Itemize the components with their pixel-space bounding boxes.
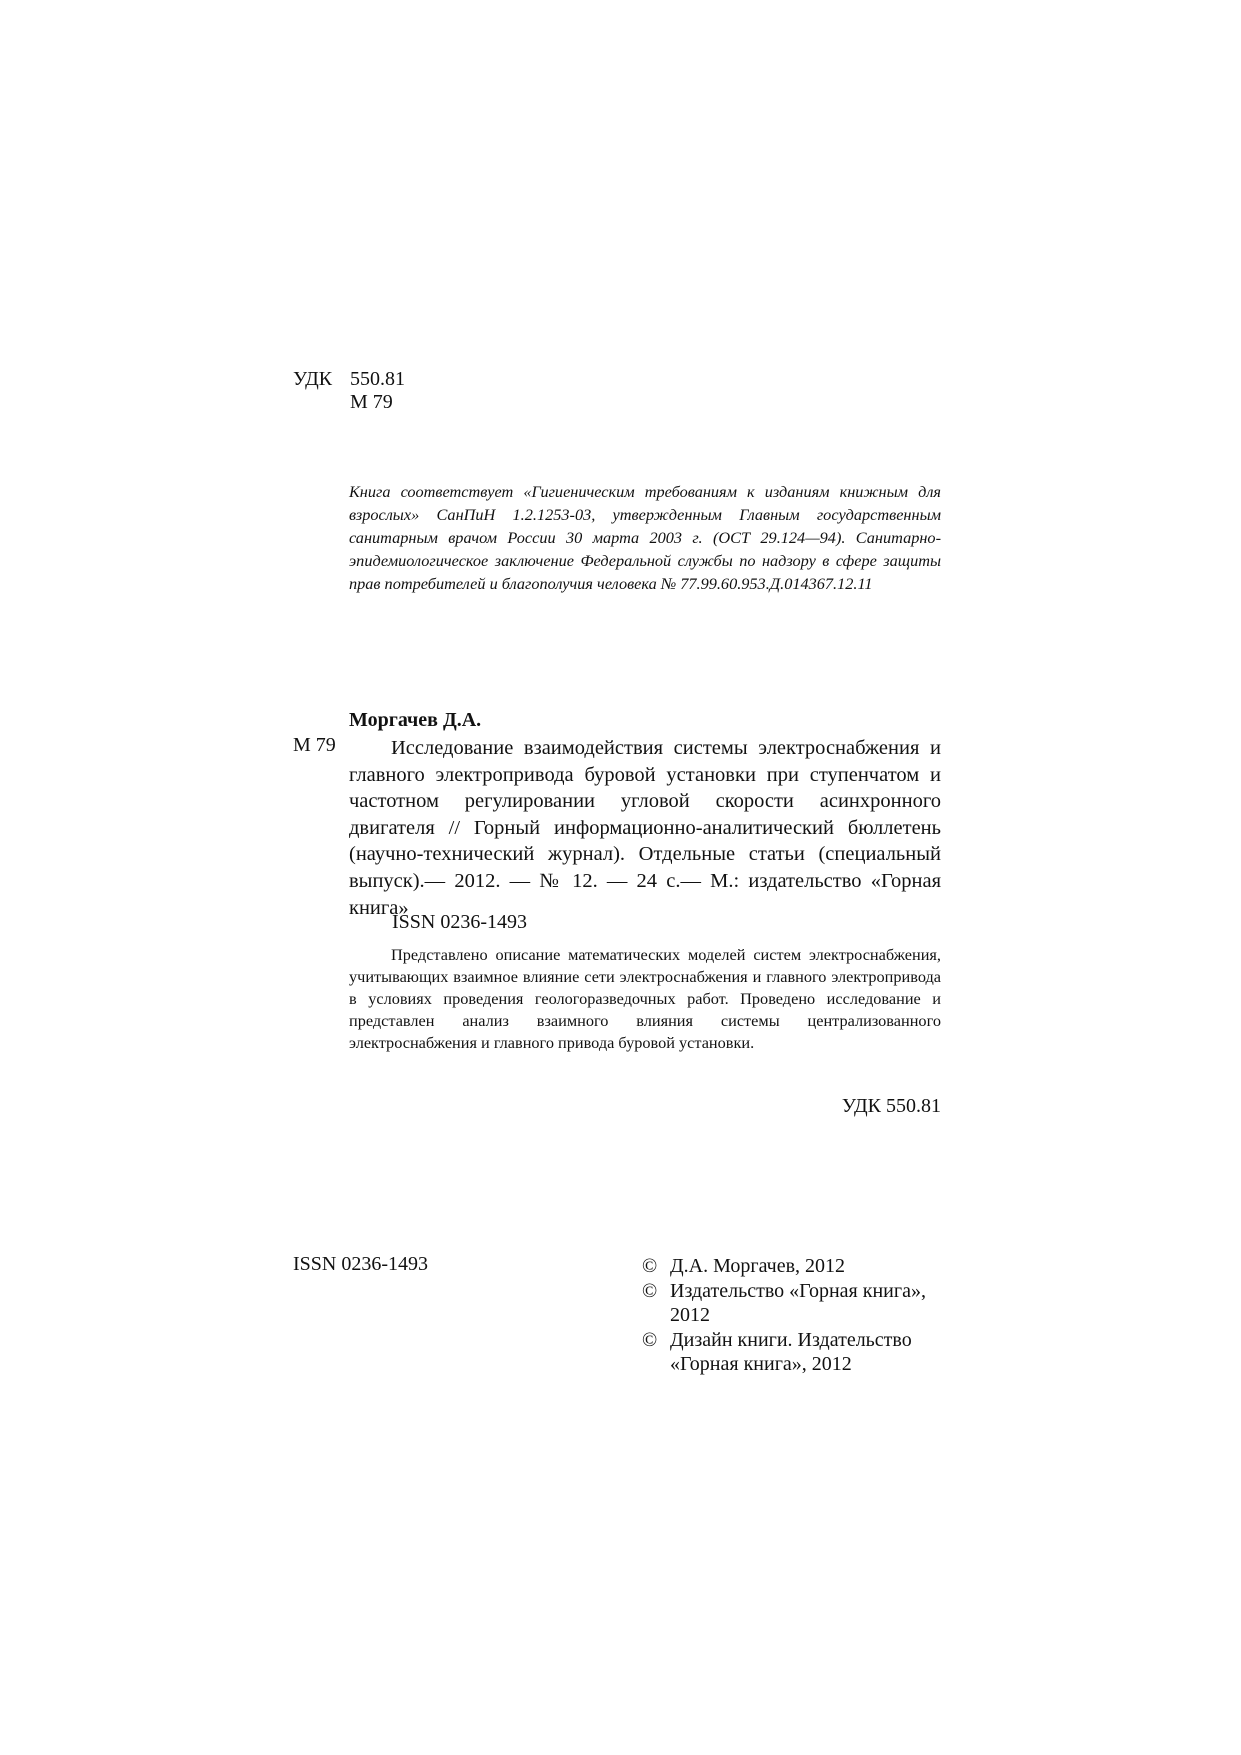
issn-entry: ISSN 0236-1493	[392, 911, 528, 933]
bibliographic-description: Исследование взаимодействия системы электроснабжения и главного электропривода буровой установки при ступенчатом и частотном регулировании угловой скорости асинхронного двигателя // Горный информационно-аналитический бюллетень (научно-технический журнал). Отдельные статьи (специальный выпуск).— 2012. — № 12. — 24 с.— М.: издательство «Горная книга»	[349, 737, 941, 919]
copyright-item	[642, 1254, 942, 1279]
author-mark-row	[293, 391, 405, 414]
copyright-symbol: ©	[642, 1279, 658, 1302]
copyright-block	[642, 1254, 942, 1377]
udk-value: 550.81	[350, 368, 405, 390]
author-mark: М 79	[350, 391, 393, 413]
hygiene-notice: Книга соответствует «Гигиеническим требованиям к изданиям книжным для взрослых» СанПиН 1.2.1253-03, утвержденным Главным государственным санитарным врачом России 30 марта 2003 г. (ОСТ 29.124—94). Санитарно-эпидемиологическое заключение Федеральной службы по надзору в сфере защиты прав потребителей и благополучия человека № 77.99.60.953.Д.014367.12.11	[349, 482, 941, 593]
copyright-text: Д.А. Моргачев, 2012	[670, 1255, 846, 1277]
issn-bottom: ISSN 0236-1493	[293, 1253, 429, 1275]
copyright-text: Издательство «Горная книга», 2012	[670, 1279, 926, 1326]
copyright-symbol: ©	[642, 1255, 658, 1277]
copyright-text: Дизайн книги. Издательство «Горная книга», 2012	[670, 1328, 912, 1375]
udk-block	[293, 368, 405, 414]
author-name: Моргачев Д.А.	[349, 709, 482, 731]
author-mark-entry: М 79	[293, 734, 336, 756]
copyright-symbol: ©	[642, 1328, 658, 1351]
udk-label: УДК	[293, 368, 333, 390]
copyright-item	[642, 1328, 942, 1377]
udk-right: УДК 550.81	[841, 1095, 941, 1117]
abstract: Представлено описание математических моделей систем электроснабжения, учитывающих взаимное влияние сети электроснабжения и главного электропривода в условиях проведения геологоразведочных работ. Проведено исследование и представлен анализ взаимного влияния системы централизованного электроснабжения и главного привода буровой установки.	[349, 945, 941, 1052]
copyright-item	[642, 1279, 942, 1328]
udk-row	[293, 368, 405, 391]
